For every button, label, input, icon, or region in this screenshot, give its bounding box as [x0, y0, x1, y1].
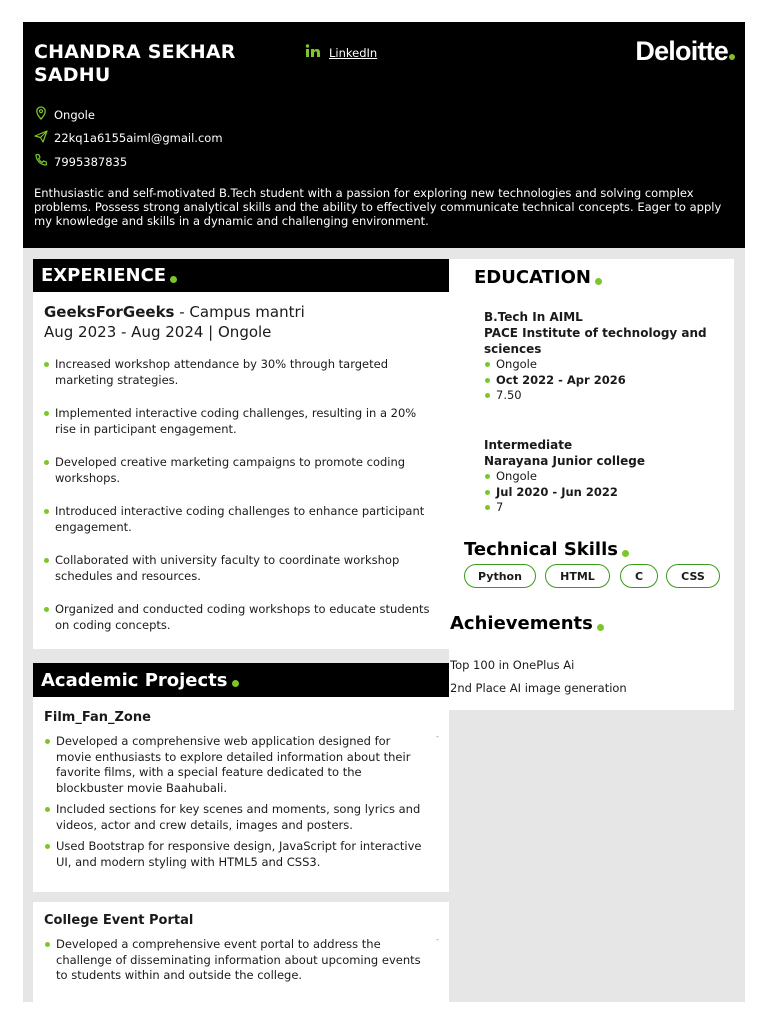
- resume-header: [23, 22, 745, 248]
- list-item: Organized and conducted coding workshops to educate students on coding concepts.: [43, 602, 433, 633]
- achievements-heading: Achievements: [450, 613, 604, 634]
- experience-dates: Aug 2023 - Aug 2024 | Ongole: [44, 323, 272, 341]
- skills-heading: Technical Skills: [464, 539, 629, 560]
- contact-email: [34, 129, 223, 146]
- location-text: Ongole: [54, 107, 95, 122]
- location-pin-icon: [34, 106, 48, 123]
- company-name: GeeksForGeeks: [44, 303, 175, 321]
- candidate-name: CHANDRA SEKHAR SADHU: [34, 41, 236, 86]
- degree-title: Intermediate: [484, 438, 573, 452]
- skill-chip: C: [620, 564, 658, 588]
- contact-location: [34, 106, 95, 123]
- achievement-item: 2nd Place AI image generation: [450, 681, 627, 695]
- list-item: Ongole: [484, 469, 724, 485]
- phone-icon: [34, 153, 48, 170]
- list-item: 7: [484, 500, 724, 516]
- list-item: Included sections for key scenes and moments, song lyrics and videos, actor and crew details, images and posters.: [44, 802, 429, 833]
- experience-heading: EXPERIENCE: [33, 259, 449, 292]
- decorative-tick: -: [436, 732, 439, 741]
- list-item: Used Bootstrap for responsive design, JavaScript for interactive UI, and modern styling with HTML5 and CSS3.: [44, 839, 429, 870]
- degree-title: B.Tech In AIML: [484, 310, 583, 324]
- achievement-item: Top 100 in OnePlus Ai: [450, 658, 575, 672]
- project-name: College Event Portal: [44, 913, 194, 928]
- school-name: Narayana Junior college: [484, 454, 645, 468]
- profile-summary: Enthusiastic and self-motivated B.Tech student with a passion for exploring new technologies and solving complex problems. Possess strong analytical skills and the ability to effectively communicate technical concepts. Eager to apply my knowledge and skills in a dynamic and challenging environment.: [34, 186, 722, 228]
- role-title: - Campus mantri: [174, 303, 305, 321]
- skill-chip: CSS: [666, 564, 720, 588]
- experience-role-line: [44, 302, 305, 322]
- contact-phone: [34, 153, 127, 170]
- projects-heading: Academic Projects: [33, 663, 449, 697]
- education-details: [484, 469, 724, 516]
- project-bullets: [44, 937, 429, 990]
- list-item: Implemented interactive coding challenges, resulting in a 20% rise in participant engagement.: [43, 406, 433, 437]
- linkedin-link[interactable]: [305, 44, 377, 61]
- list-item: Jul 2020 - Jun 2022: [484, 485, 724, 501]
- education-entry: [484, 309, 724, 404]
- phone-text[interactable]: 7995387835: [54, 154, 128, 169]
- list-item: Introduced interactive coding challenges to enhance participant engagement.: [43, 504, 433, 535]
- skill-chip: Python: [464, 564, 536, 588]
- list-item: Developed a comprehensive web application designed for movie enthusiasts to explore detailed information about their favorite films, with a special feature dedicated to the blockbuster movie Baahubali.: [44, 734, 429, 796]
- send-icon: [34, 129, 48, 146]
- linkedin-icon: [305, 44, 321, 61]
- experience-bullets: [43, 357, 433, 651]
- deloitte-logo: Deloitte: [635, 36, 735, 67]
- education-details: [484, 357, 724, 404]
- list-item: Ongole: [484, 357, 724, 373]
- school-name: PACE Institute of technology and sciences: [484, 326, 707, 356]
- list-item: Oct 2022 - Apr 2026: [484, 373, 724, 389]
- linkedin-label: LinkedIn: [329, 45, 378, 60]
- list-item: Developed a comprehensive event portal to address the challenge of disseminating information about upcoming events to students within and outside the college.: [44, 937, 429, 984]
- list-item: Collaborated with university faculty to coordinate workshop schedules and resources.: [43, 553, 433, 584]
- skill-chip: HTML: [545, 564, 610, 588]
- education-entry: [484, 437, 724, 516]
- email-text[interactable]: 22kq1a6155aiml@gmail.com: [54, 130, 223, 145]
- decorative-tick: -: [436, 935, 439, 944]
- list-item: 7.50: [484, 388, 724, 404]
- list-item: Developed creative marketing campaigns to promote coding workshops.: [43, 455, 433, 486]
- project-name: Film_Fan_Zone: [44, 710, 151, 725]
- project-bullets: [44, 734, 429, 876]
- list-item: Increased workshop attendance by 30% through targeted marketing strategies.: [43, 357, 433, 388]
- education-heading: EDUCATION: [474, 267, 602, 288]
